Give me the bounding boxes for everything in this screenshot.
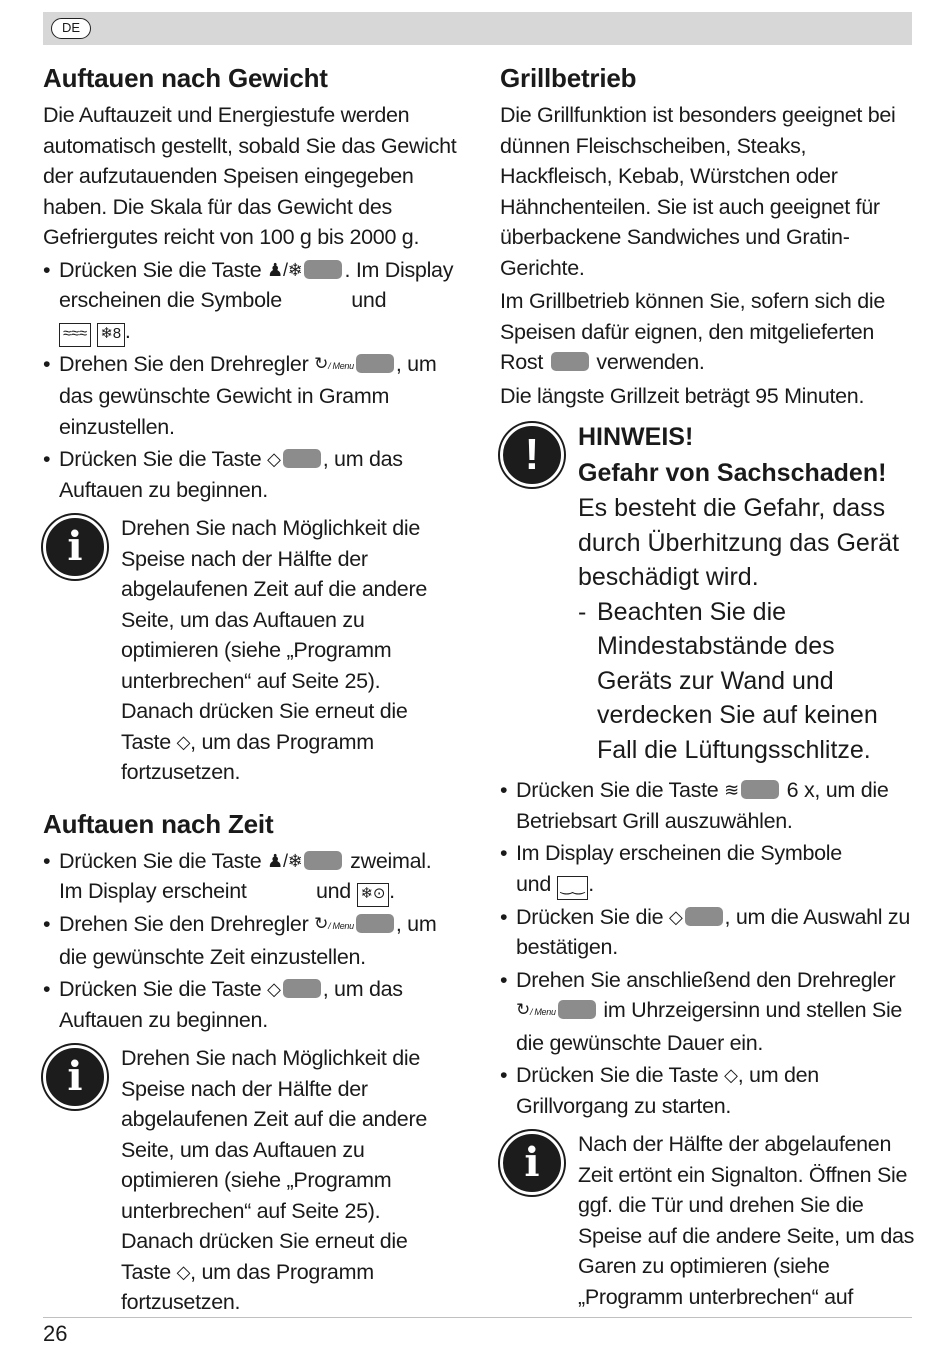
dial-icon: ↻/ Menu xyxy=(314,914,354,933)
wave-display-icon: ≈≈≈ xyxy=(59,323,91,347)
dial-icon: ↻/ Menu xyxy=(314,353,354,373)
defrost-key-button xyxy=(304,260,342,279)
language-badge: DE xyxy=(51,18,91,39)
info-note: i Drehen Sie nach Möglichkeit die Speise nach der Hälfte der abgelaufenen Zeit auf die andere Seite, um das Auftauen zu optimieren (siehe „Programm unterbrechen“ auf Seite 25). Danach drücken Sie erneut die Taste ◇, um das Programm fortzusetzen. xyxy=(43,1043,458,1318)
start-key-icon: ◇ xyxy=(668,906,683,927)
section-title-grill: Grillbetrieb xyxy=(500,63,637,93)
time-display-icon: ❄⊙ xyxy=(357,883,390,907)
right-column xyxy=(500,60,915,1312)
section-title-defrost-time: Auftauen nach Zeit xyxy=(43,808,274,839)
list-item: • Drücken Sie die Taste ♟/❄ zweimal. Im Display erscheint und ❄⊙ . xyxy=(43,846,458,908)
info-icon: i xyxy=(43,1045,107,1109)
warning-subtitle: Gefahr von Sachschaden! xyxy=(578,459,887,487)
warning-item: - Beachten Sie die Mindestabstände des Geräts zur Wand und verdecken Sie auf keinen Fall die Lüftungsschlitze. xyxy=(578,595,915,768)
dial-icon: ↻/ Menu xyxy=(516,1000,556,1019)
grill-display-icon: ‿‿ xyxy=(557,876,589,900)
warning-note xyxy=(500,419,915,767)
warning-icon: ! xyxy=(500,423,564,487)
info-text: Nach der Hälfte der abgelaufenen Zeit ertönt ein Signalton. Öffnen Sie ggf. die Tür und drehen Sie die Speise auf die andere Seite, um das Garen zu optimieren (siehe „Programm unterbrechen“ auf xyxy=(578,1132,915,1309)
list-item: • Drücken Sie die Taste ≋ 6 x, um die Betriebsart Grill auszuwählen. xyxy=(500,775,915,836)
dial-key-button xyxy=(356,914,394,933)
list-item: • Drehen Sie den Drehregler ↻/ Menu , um das gewünschte Gewicht in Gramm einzustellen. xyxy=(43,349,458,443)
info-icon: i xyxy=(500,1131,564,1195)
grill-rack-text: Im Grillbetrieb können Sie, sofern sich die Speisen dafür eignen, den mitgelieferten Rost verwenden. xyxy=(500,289,886,374)
list-item: • Im Display erscheinen die Symbole und ‿‿ . xyxy=(500,838,915,900)
grill-intro: Die Grillfunktion ist besonders geeignet bei dünnen Fleischscheiben, Steaks, Hackfleisch, Kebab, Würstchen oder Hähnchenteilen. Sie ist auch geeignet für überbackene Sandwiches und Gratin-Gerichte. xyxy=(500,103,896,280)
list-item: • Drücken Sie die Taste ◇ , um das Auftauen zu beginnen. xyxy=(43,444,458,505)
start-key-button xyxy=(685,907,723,926)
intro-text: Die Auftauzeit und Energiestufe werden automatisch gestellt, sobald Sie das Gewicht der aufzutauenden Speisen eingegeben haben. Die Skala für das Gewicht des Gefriergutes reicht von 100 g bis 2000 g. xyxy=(43,103,457,249)
info-note xyxy=(500,1129,915,1312)
start-key-icon: ◇ xyxy=(267,979,281,999)
start-key-icon: ◇ xyxy=(724,1065,738,1085)
defrost-key-icon: ♟/❄ xyxy=(267,259,303,280)
grill-max-time: Die längste Grillzeit beträgt 95 Minuten. xyxy=(500,383,865,408)
grill-key-icon: ≋ xyxy=(724,780,739,800)
defrost-key-button xyxy=(304,851,342,870)
footer-divider xyxy=(43,1317,912,1318)
list-item: • Drehen Sie anschließend den Drehregler ↻/ Menu im Uhrzeigersinn und stellen Sie die gewünschte Dauer ein. xyxy=(500,965,915,1059)
warning-title: HINWEIS! xyxy=(578,423,694,451)
left-column xyxy=(43,60,458,1318)
dial-key-button xyxy=(558,1000,596,1019)
start-key-icon: ◇ xyxy=(267,449,281,469)
list-item: • Drücken Sie die Taste ◇ , um das Auftauen zu beginnen. xyxy=(43,974,458,1035)
warning-text: Es besteht die Gefahr, dass durch Überhitzung das Gerät beschädigt wird. xyxy=(578,494,900,591)
start-key-button xyxy=(283,979,321,998)
section-title-defrost-weight: Auftauen nach Gewicht xyxy=(43,63,328,93)
grill-key-button xyxy=(741,780,779,799)
dial-key-button xyxy=(356,354,394,373)
start-key-button xyxy=(283,449,321,468)
start-key-icon: ◇ xyxy=(176,1261,191,1282)
rack-key xyxy=(551,352,589,371)
weight-display-icon: ❄8 xyxy=(97,323,125,347)
start-key-icon: ◇ xyxy=(176,731,191,752)
defrost-key-icon: ♟/❄ xyxy=(267,850,303,871)
page-number: 26 xyxy=(43,1321,68,1346)
info-icon: i xyxy=(43,515,107,579)
header-bar xyxy=(43,12,912,45)
list-item: • Drücken Sie die Taste ♟/❄ . Im Display erscheinen die Symbole und ≈≈≈ ❄8 . xyxy=(43,255,458,347)
list-item: • Drücken Sie die ◇ , um die Auswahl zu bestätigen. xyxy=(500,902,915,963)
list-item: • Drehen Sie den Drehregler ↻/ Menu , um die gewünschte Zeit einzustellen. xyxy=(43,909,458,972)
list-item: • Drücken Sie die Taste ◇, um den Grillvorgang zu starten. xyxy=(500,1060,915,1121)
info-note: i Drehen Sie nach Möglichkeit die Speise nach der Hälfte der abgelaufenen Zeit auf die andere Seite, um das Auftauen zu optimieren (siehe „Programm unterbrechen“ auf Seite 25). Danach drücken Sie erneut die Taste ◇, um das Programm fortzusetzen. xyxy=(43,513,458,788)
